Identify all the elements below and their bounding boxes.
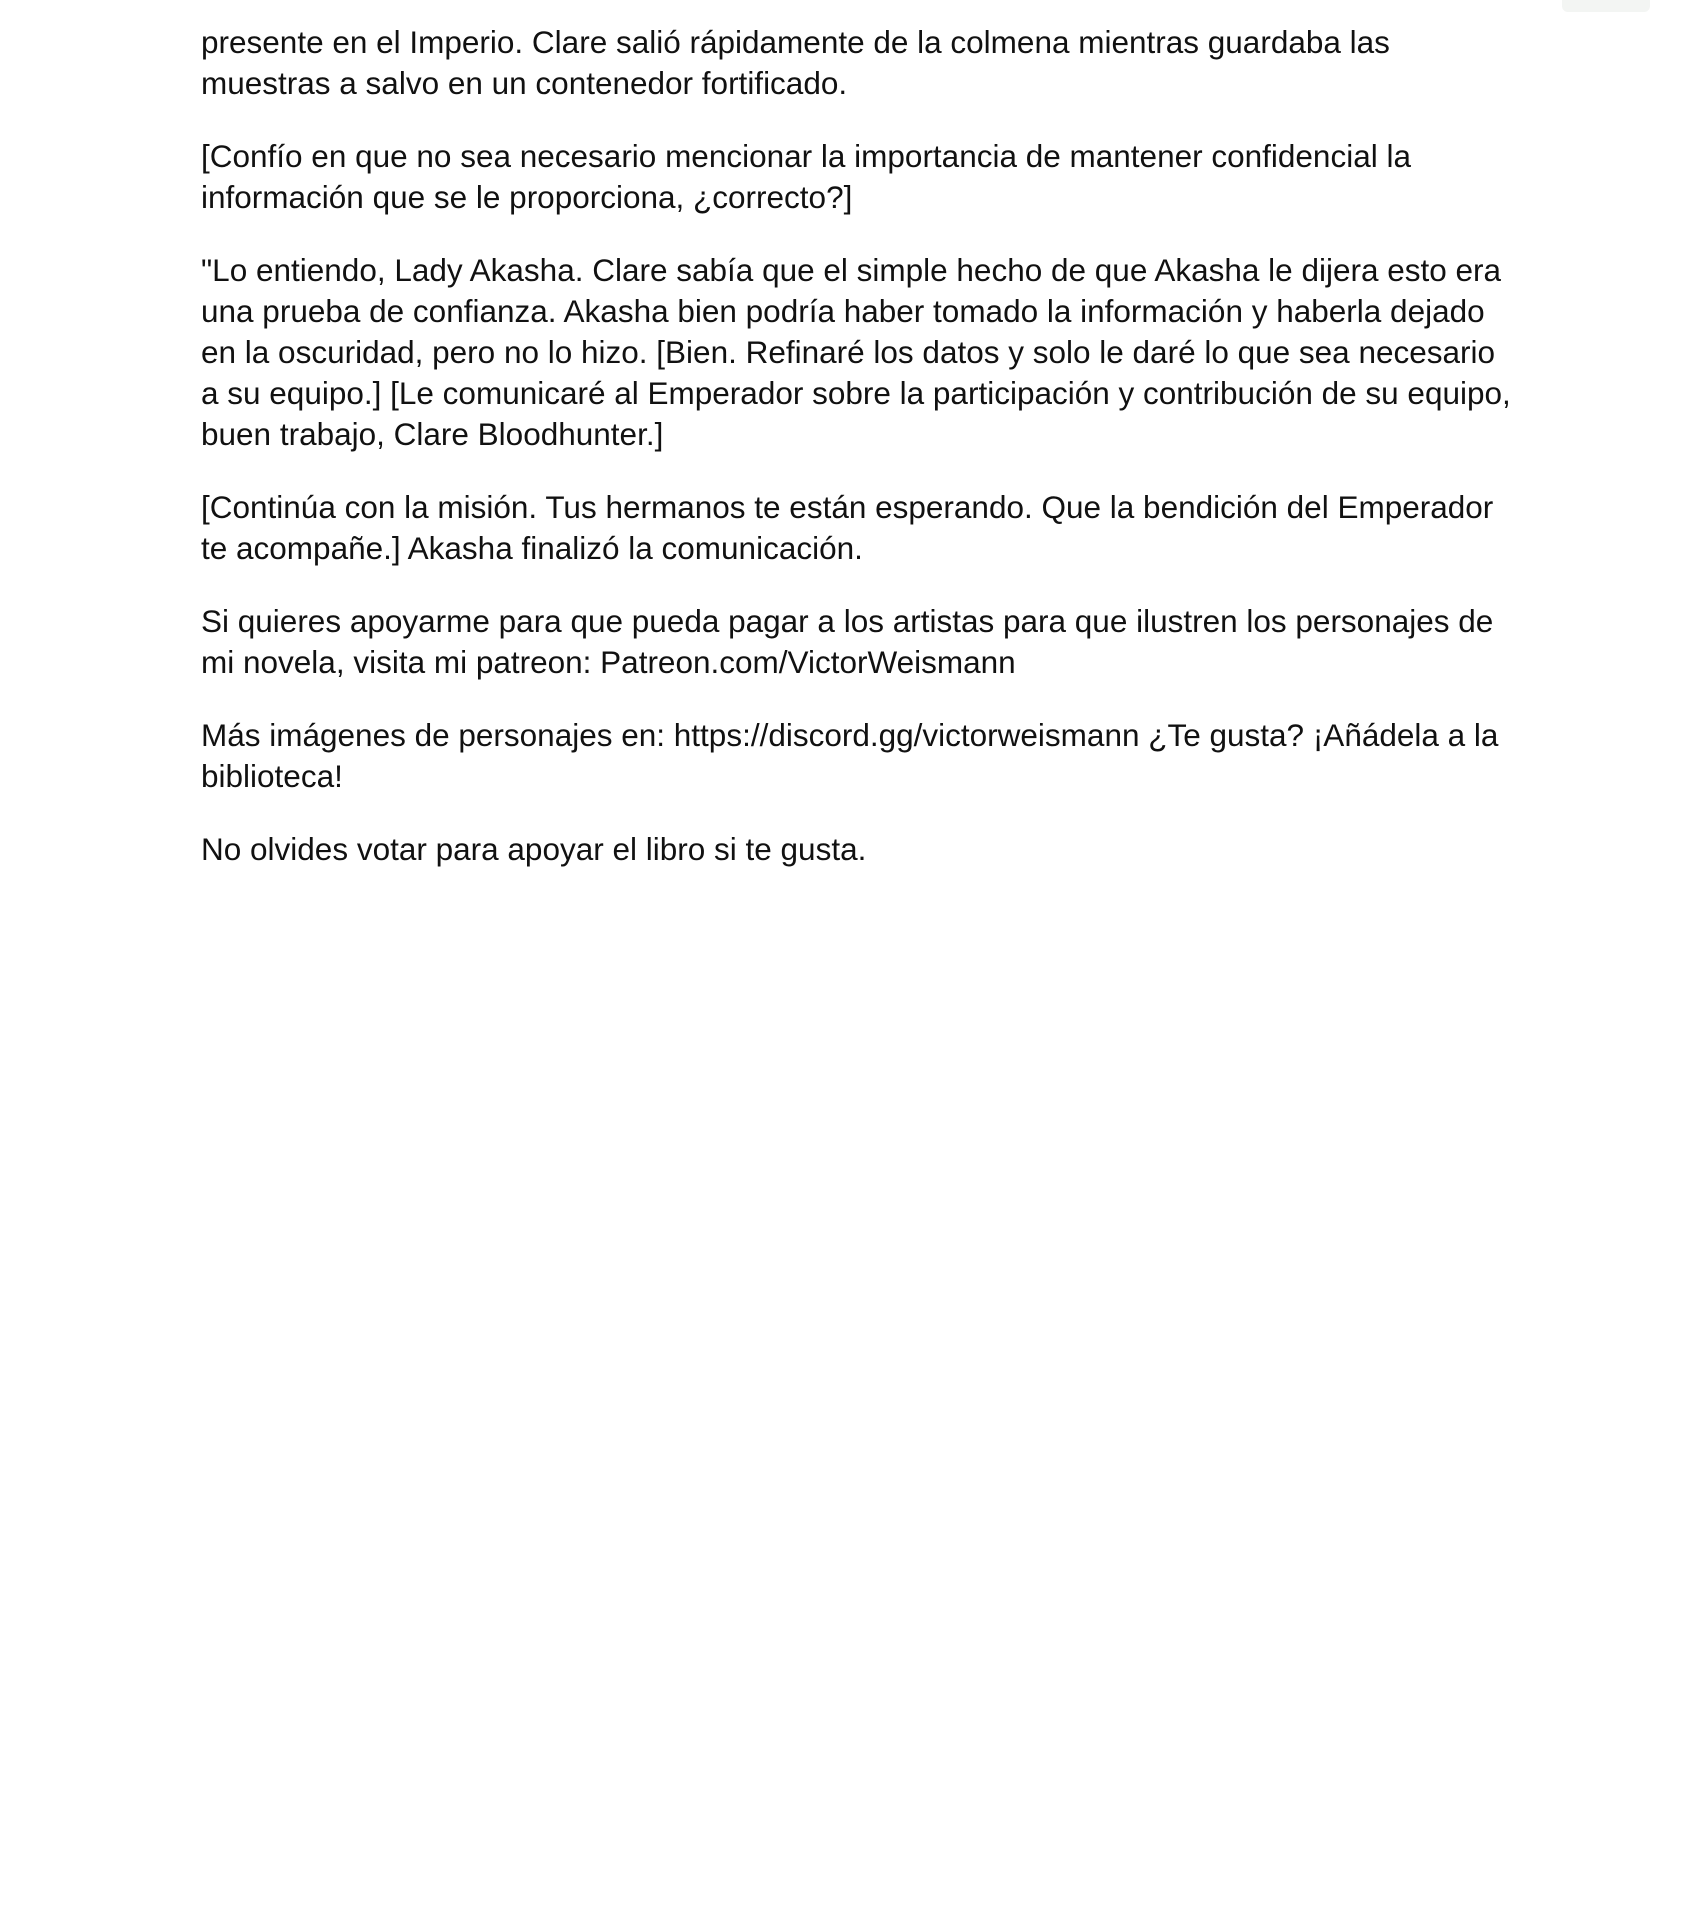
paragraph-discord: Más imágenes de personajes en: https://discord.gg/victorweismann ¿Te gusta? ¡Añádela a la biblioteca! <box>201 717 1499 794</box>
paragraph: presente en el Imperio. Clare salió rápidamente de la colmena mientras guardaba las muestras a salvo en un contenedor fortificado. <box>201 24 1390 101</box>
paragraph: No olvides votar para apoyar el libro si te gusta. <box>201 831 867 867</box>
paragraph: "Lo entiendo, Lady Akasha. Clare sabía que el simple hecho de que Akasha le dijera esto era una prueba de confianza. Akasha bien podría haber tomado la información y haberla dejado en la oscuridad, pero no lo hizo. [Bien. Refinaré los datos y solo le daré lo que sea necesario a su equipo.] [Le comunicaré al Emperador sobre la participación y contribución de su equipo, buen trabajo, Clare Bloodhunter.] <box>201 252 1511 452</box>
paragraph: [Confío en que no sea necesario mencionar la importancia de mantener confidencial la información que se le proporciona, ¿correcto?] <box>201 138 1411 215</box>
page-corner-mark <box>1562 0 1650 12</box>
document-body <box>201 22 1521 902</box>
paragraph: [Continúa con la misión. Tus hermanos te están esperando. Que la bendición del Emperador te acompañe.] Akasha finalizó la comunicación. <box>201 489 1494 566</box>
paragraph-patreon: Si quieres apoyarme para que pueda pagar a los artistas para que ilustren los personajes de mi novela, visita mi patreon: Patreon.com/VictorWeismann <box>201 603 1494 680</box>
